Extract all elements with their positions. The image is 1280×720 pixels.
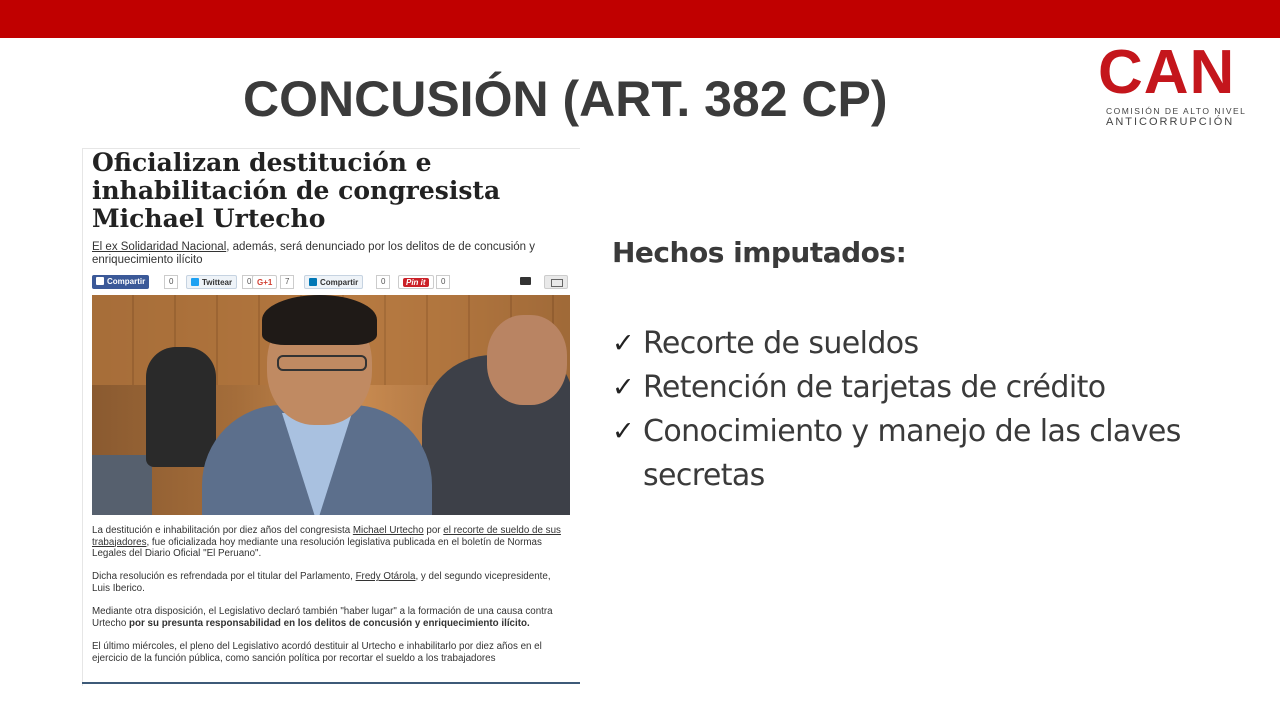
twitter-icon [191, 278, 199, 286]
news-article-screenshot [82, 148, 580, 686]
p2-link-otarola[interactable]: Fredy Otárola [355, 571, 416, 583]
logo-subtitle-line1: COMISIÓN DE ALTO NIVEL [1106, 106, 1247, 116]
print-button[interactable] [544, 275, 568, 289]
facts-heading: Hechos imputados: [612, 236, 907, 269]
fact-item [612, 410, 1232, 498]
pinterest-count: 0 [436, 275, 450, 289]
p2-text-b: , y del segundo vicepresidente, Luis Iberico. [92, 571, 551, 594]
pinterest-label: Pin it [403, 278, 429, 287]
linkedin-icon [309, 278, 317, 286]
facebook-count: 0 [164, 275, 178, 289]
gplus-button[interactable]: G+1 [252, 275, 277, 289]
article-paragraph-3 [92, 606, 562, 629]
article-photo [92, 295, 570, 515]
p3-bold-text: por su presunta responsabilidad en los delitos de concusión y enriquecimiento ilícito. [129, 617, 530, 629]
facebook-share-button[interactable] [92, 275, 149, 289]
fact-item-text: Retención de tarjetas de crédito [643, 370, 1106, 405]
p1-text-a: La destitución e inhabilitación por diez años del congresista [92, 525, 353, 536]
linkedin-count: 0 [376, 275, 390, 289]
fact-item [612, 322, 1232, 366]
linkedin-share-button[interactable] [304, 275, 363, 289]
facebook-icon [96, 277, 104, 285]
photo-chair [146, 347, 216, 467]
photo-background-person-head [487, 315, 567, 405]
pinterest-button[interactable] [398, 275, 434, 289]
p2-text-a: Dicha resolución es refrendada por el titular del Parlamento, [92, 571, 356, 583]
p1-text-b: por [423, 525, 444, 536]
p3-text-a: Mediante otra disposición, el Legislativo declaró también "haber lugar" a la formación de una causa contra Urtecho [92, 606, 553, 629]
fact-item-text: Conocimiento y manejo de las claves secretas [643, 414, 1181, 493]
article-paragraph-4: El último miércoles, el pleno del Legislativo acordó destituir al Urtecho e inhabilitarlo por diez años en el ejercicio de la función pública, como sanción política por recortar el sueldo a los trabajadores [92, 640, 542, 664]
can-logo [1098, 38, 1258, 130]
checkmark-icon: ✓ [612, 328, 635, 359]
fact-item-text: Recorte de sueldos [643, 326, 919, 361]
top-accent-band [0, 0, 1280, 38]
article-paragraph-2 [92, 571, 562, 594]
twitter-count: 0 [242, 275, 256, 289]
gplus-count: 7 [280, 275, 294, 289]
article-headline: Oficializan destitución e inhabilitación de congresista Michael Urtecho [92, 148, 501, 233]
subhead-link[interactable]: El ex Solidaridad Nacional [92, 241, 227, 253]
facebook-share-label: Compartir [107, 277, 146, 286]
p1-text-c: , fue oficializada hoy mediante una resolución legislativa publicada en el boletín de Normas Legales del Diario Oficial "El Peruano". [92, 536, 542, 560]
slide-title: CONCUSIÓN (ART. 382 CP) [243, 71, 888, 127]
twitter-share-button[interactable] [186, 275, 237, 289]
article-subhead [92, 241, 562, 267]
p1-link-recorte[interactable]: el recorte de sueldo de sus trabajadores [92, 525, 561, 548]
linkedin-share-label: Compartir [320, 278, 359, 287]
comment-icon[interactable] [520, 277, 531, 285]
share-bar [92, 275, 570, 291]
twitter-share-label: Twittear [202, 278, 233, 287]
checkmark-icon: ✓ [612, 372, 635, 403]
photo-hair [262, 295, 377, 345]
p1-link-urtecho[interactable]: Michael Urtecho [352, 525, 424, 536]
article-bottom-rule [82, 682, 580, 684]
checkmark-icon: ✓ [612, 416, 635, 447]
photo-glasses [277, 355, 367, 371]
logo-subtitle-line2: ANTICORRUPCIÓN [1106, 116, 1235, 128]
subhead-text: , además, será denunciado por los delitos de de concusión y enriquecimiento ilícito [92, 241, 536, 266]
article-paragraph-1 [92, 525, 562, 560]
photo-left-person [92, 455, 152, 515]
facts-list [612, 322, 1232, 498]
logo-wordmark: CAN [1098, 38, 1236, 107]
article-body [92, 525, 562, 676]
fact-item [612, 366, 1232, 410]
